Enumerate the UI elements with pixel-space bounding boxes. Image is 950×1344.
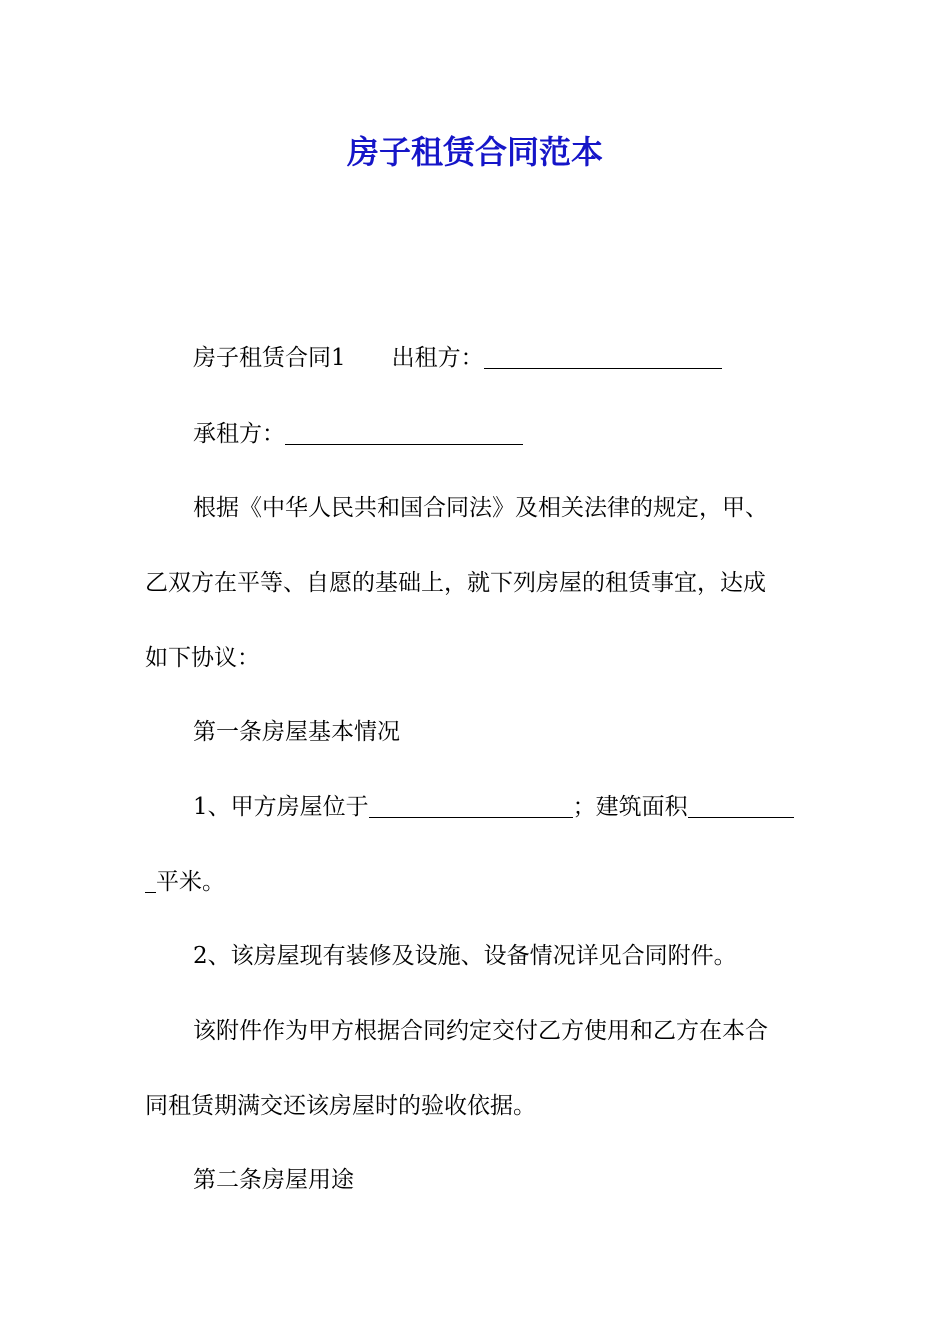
lessee-blank [285,420,523,445]
item-1-prefix: 1、甲方房屋位于 [193,794,369,820]
item-1-suffix: 平米。 [156,869,225,895]
contract-number-label: 房子租赁合同1 [193,345,346,371]
article-1-heading: 第一条房屋基本情况 [193,719,400,745]
document-title: 房子租赁合同范本 [346,133,603,171]
article-2-heading: 第二条房屋用途 [193,1167,354,1193]
lessor-blank [484,344,722,369]
item-1-middle: ；建筑面积 [572,794,688,820]
paragraph-2-line-2: 同租赁期满交还该房屋时的验收依据。 [145,1093,536,1119]
paragraph-2-line-1: 该附件作为甲方根据合同约定交付乙方使用和乙方在本合 [193,1018,768,1044]
item-2: 2、该房屋现有装修及设施、设备情况详见合同附件。 [193,943,737,969]
paragraph-1-line-3: 如下协议： [145,645,260,671]
item-1-line-1 [145,789,863,825]
lessor-label: 出租方： [391,345,484,371]
paragraph-1-line-1: 根据《中华人民共和国合同法》及相关法律的规定，甲、 [193,495,768,521]
lessee-label: 承租方： [193,421,285,447]
paragraph-1-line-2: 乙双方在平等、自愿的基础上，就下列房屋的租赁事宜，达成 [145,570,766,596]
lessee-line [145,416,863,452]
area-blank [688,793,794,818]
contract-header-line [145,340,863,376]
location-blank [369,793,573,818]
item-1-line-2 [145,864,815,900]
area-blank-continued [145,868,156,893]
